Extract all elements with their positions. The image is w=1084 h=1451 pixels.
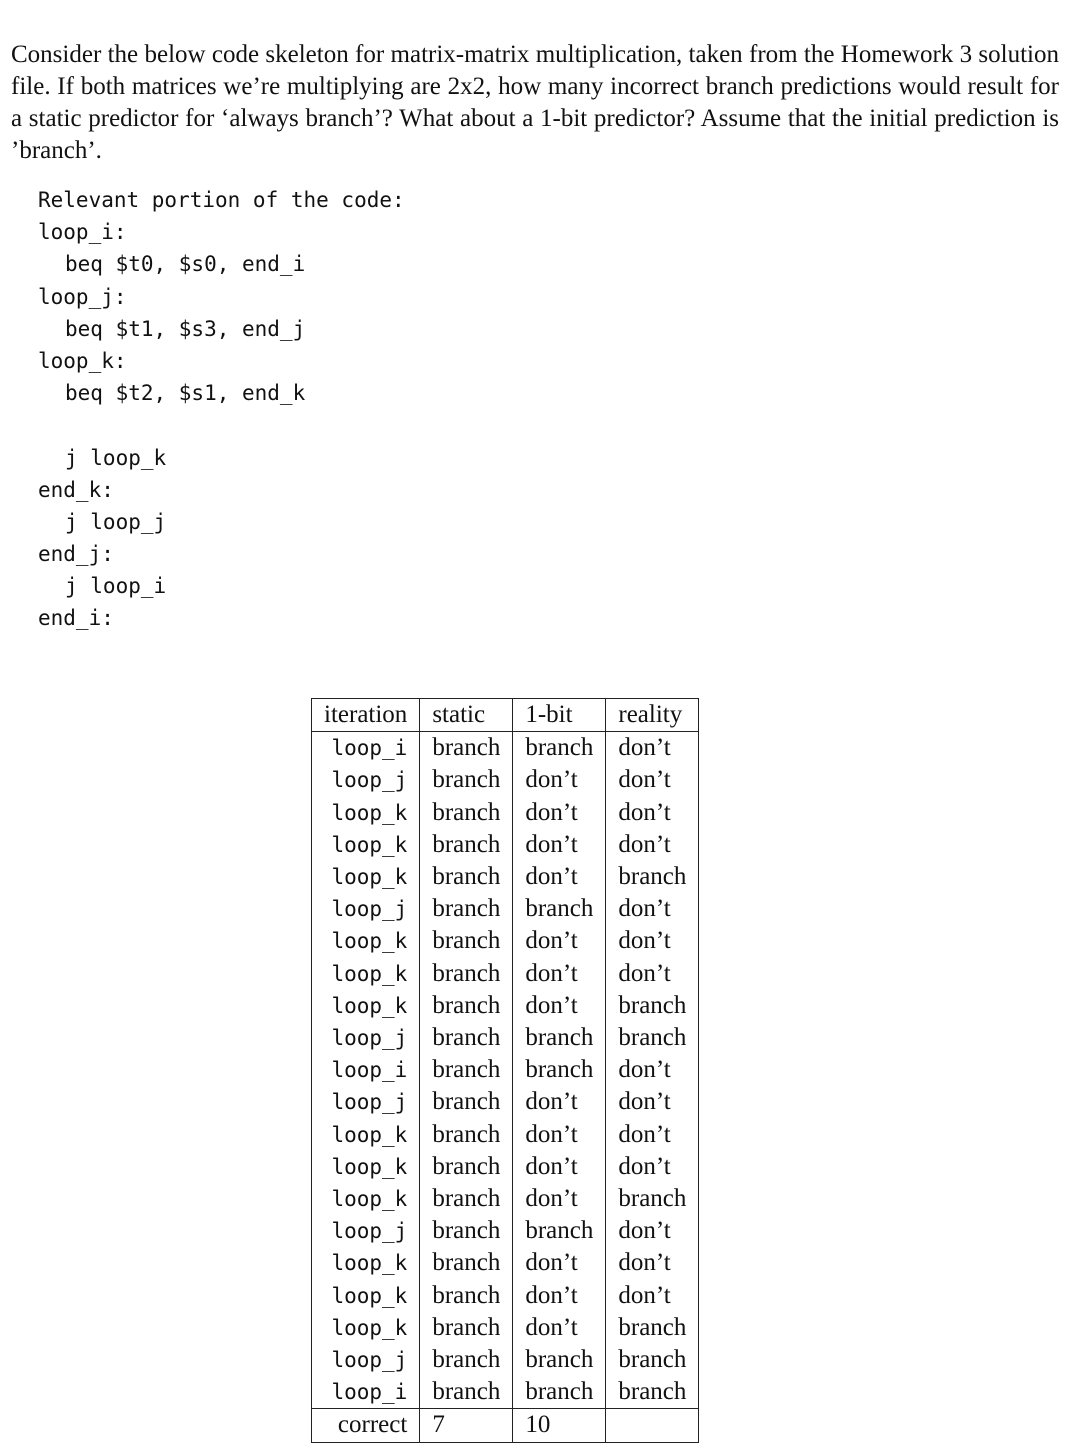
cell-1-bit: branch xyxy=(513,1215,606,1247)
cell-reality: branch xyxy=(606,861,699,893)
cell-1-bit: don’t xyxy=(513,1312,606,1344)
table-row xyxy=(312,1280,699,1312)
prediction-table xyxy=(311,698,699,1443)
table-row xyxy=(312,893,699,925)
code-line: Relevant portion of the code: xyxy=(38,188,405,212)
cell-iteration: loop_j xyxy=(312,1344,420,1376)
cell-1-bit: branch xyxy=(513,1022,606,1054)
cell-reality: don’t xyxy=(606,1119,699,1151)
cell-static: branch xyxy=(420,958,513,990)
table-row xyxy=(312,1215,699,1247)
cell-static: branch xyxy=(420,1086,513,1118)
cell-reality: branch xyxy=(606,1312,699,1344)
cell-reality: don’t xyxy=(606,797,699,829)
cell-reality: don’t xyxy=(606,958,699,990)
cell-iteration: loop_k xyxy=(312,1280,420,1312)
cell-1-bit: don’t xyxy=(513,1119,606,1151)
cell-iteration: loop_k xyxy=(312,1247,420,1279)
header-reality: reality xyxy=(606,699,699,732)
cell-iteration: loop_k xyxy=(312,958,420,990)
question-text: Consider the below code skeleton for matrix-matrix multiplication, taken from the Homework 3 solution file. If both matrices we’re multiplying are 2x2, how many incorrect branch predictions would result for a static predictor for ‘always branch’? What about a 1-bit predictor? Assume that the initial prediction is ’branch’. xyxy=(11,41,1059,164)
table-row xyxy=(312,1312,699,1344)
code-listing xyxy=(38,184,405,635)
code-line: j loop_j xyxy=(65,509,167,534)
cell-iteration: loop_k xyxy=(312,925,420,957)
table-row xyxy=(312,1183,699,1215)
cell-reality: branch xyxy=(606,1344,699,1376)
cell-reality: branch xyxy=(606,1376,699,1409)
table-row xyxy=(312,925,699,957)
table-row xyxy=(312,1247,699,1279)
cell-static: branch xyxy=(420,732,513,765)
code-line: end_j: xyxy=(38,542,114,567)
code-line: beq $t1, $s3, end_j xyxy=(65,316,306,341)
cell-reality: branch xyxy=(606,1183,699,1215)
table-row xyxy=(312,1376,699,1409)
cell-reality: don’t xyxy=(606,1054,699,1086)
cell-reality: don’t xyxy=(606,829,699,861)
cell-static: branch xyxy=(420,861,513,893)
cell-static: branch xyxy=(420,1247,513,1279)
cell-reality: don’t xyxy=(606,893,699,925)
cell-1-bit: don’t xyxy=(513,990,606,1022)
code-line: loop_k: xyxy=(38,348,127,373)
table-row xyxy=(312,990,699,1022)
cell-iteration: loop_i xyxy=(312,1376,420,1409)
footer-1-bit-count: 10 xyxy=(513,1409,606,1442)
table-row xyxy=(312,1054,699,1086)
footer-correct-label: correct xyxy=(312,1409,420,1442)
header-1-bit: 1-bit xyxy=(513,699,606,732)
cell-static: branch xyxy=(420,829,513,861)
cell-iteration: loop_k xyxy=(312,829,420,861)
code-line: beq $t2, $s1, end_k xyxy=(65,381,306,406)
table-header-row xyxy=(312,699,699,732)
cell-iteration: loop_j xyxy=(312,764,420,796)
cell-static: branch xyxy=(420,893,513,925)
code-line: j loop_i xyxy=(65,574,167,599)
code-line: beq $t0, $s0, end_i xyxy=(65,252,306,277)
cell-reality: don’t xyxy=(606,1215,699,1247)
cell-static: branch xyxy=(420,1312,513,1344)
cell-1-bit: don’t xyxy=(513,797,606,829)
cell-static: branch xyxy=(420,1151,513,1183)
cell-1-bit: don’t xyxy=(513,764,606,796)
code-line: end_i: xyxy=(38,606,114,631)
code-line: end_k: xyxy=(38,477,114,502)
table-row xyxy=(312,732,699,765)
cell-1-bit: branch xyxy=(513,1054,606,1086)
header-static: static xyxy=(420,699,513,732)
footer-static-count: 7 xyxy=(420,1409,513,1442)
cell-iteration: loop_i xyxy=(312,732,420,765)
cell-static: branch xyxy=(420,1054,513,1086)
cell-1-bit: branch xyxy=(513,732,606,765)
cell-iteration: loop_k xyxy=(312,1119,420,1151)
cell-1-bit: don’t xyxy=(513,829,606,861)
cell-static: branch xyxy=(420,925,513,957)
cell-reality: don’t xyxy=(606,764,699,796)
cell-reality: don’t xyxy=(606,925,699,957)
cell-static: branch xyxy=(420,1119,513,1151)
cell-iteration: loop_k xyxy=(312,990,420,1022)
table-row xyxy=(312,958,699,990)
cell-iteration: loop_k xyxy=(312,797,420,829)
footer-reality-count xyxy=(606,1409,699,1442)
cell-1-bit: don’t xyxy=(513,1151,606,1183)
cell-reality: don’t xyxy=(606,1247,699,1279)
cell-reality: don’t xyxy=(606,1086,699,1118)
cell-1-bit: don’t xyxy=(513,861,606,893)
cell-iteration: loop_j xyxy=(312,1086,420,1118)
table-row xyxy=(312,1151,699,1183)
table-row xyxy=(312,1086,699,1118)
cell-iteration: loop_j xyxy=(312,893,420,925)
table-row xyxy=(312,1119,699,1151)
code-line: loop_i: xyxy=(38,220,127,245)
table-row xyxy=(312,1022,699,1054)
cell-iteration: loop_k xyxy=(312,1183,420,1215)
table-footer-row xyxy=(312,1409,699,1442)
cell-1-bit: don’t xyxy=(513,925,606,957)
cell-static: branch xyxy=(420,764,513,796)
cell-iteration: loop_k xyxy=(312,1151,420,1183)
table-row xyxy=(312,764,699,796)
cell-reality: don’t xyxy=(606,1280,699,1312)
cell-1-bit: don’t xyxy=(513,1183,606,1215)
code-line: loop_j: xyxy=(38,284,127,309)
cell-iteration: loop_k xyxy=(312,1312,420,1344)
cell-reality: branch xyxy=(606,1022,699,1054)
cell-iteration: loop_j xyxy=(312,1215,420,1247)
cell-static: branch xyxy=(420,1344,513,1376)
cell-static: branch xyxy=(420,797,513,829)
cell-iteration: loop_j xyxy=(312,1022,420,1054)
table-row xyxy=(312,1344,699,1376)
cell-1-bit: branch xyxy=(513,1376,606,1409)
cell-iteration: loop_i xyxy=(312,1054,420,1086)
cell-1-bit: don’t xyxy=(513,958,606,990)
cell-reality: don’t xyxy=(606,732,699,765)
code-line: j loop_k xyxy=(65,445,167,470)
cell-1-bit: don’t xyxy=(513,1086,606,1118)
cell-1-bit: don’t xyxy=(513,1280,606,1312)
cell-1-bit: branch xyxy=(513,893,606,925)
cell-static: branch xyxy=(420,1215,513,1247)
cell-reality: branch xyxy=(606,990,699,1022)
cell-1-bit: branch xyxy=(513,1344,606,1376)
cell-static: branch xyxy=(420,1280,513,1312)
table-row xyxy=(312,829,699,861)
table-row xyxy=(312,797,699,829)
cell-static: branch xyxy=(420,990,513,1022)
cell-static: branch xyxy=(420,1183,513,1215)
table-row xyxy=(312,861,699,893)
cell-iteration: loop_k xyxy=(312,861,420,893)
code-line xyxy=(38,409,405,441)
table-body xyxy=(312,732,699,1409)
cell-1-bit: don’t xyxy=(513,1247,606,1279)
header-iteration: iteration xyxy=(312,699,420,732)
cell-reality: don’t xyxy=(606,1151,699,1183)
cell-static: branch xyxy=(420,1376,513,1409)
cell-static: branch xyxy=(420,1022,513,1054)
